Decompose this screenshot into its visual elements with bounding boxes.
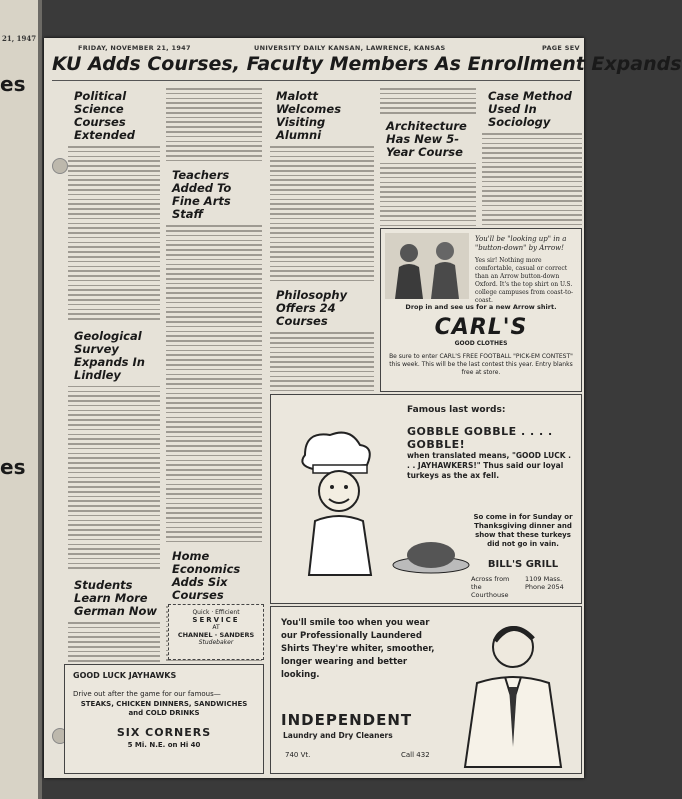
channel-ad-brand: Studebaker [198, 639, 234, 646]
bills-grill-lead: Famous last words: [407, 405, 506, 415]
channel-ad-service: SERVICE [192, 616, 240, 624]
ad-independent-laundry [270, 606, 582, 774]
column-2 [166, 88, 262, 648]
bills-grill-invitation: So come in for Sunday or Thanksgiving dinner and show that these turkeys did not go in vain. [473, 513, 573, 548]
six-corners-text: Drive out after the game for our famous— [73, 690, 221, 698]
bills-grill-name: BILL'S GRILL [487, 559, 559, 570]
channel-ad-at: AT [212, 624, 220, 631]
left-page-headline-fragment-2: es [0, 455, 26, 479]
headline-philosophy: Philosophy Offers 24 Courses [276, 288, 348, 329]
carls-logo-subtitle: GOOD CLOTHES [454, 340, 508, 347]
turkey-platter-illustration [391, 535, 471, 575]
arrow-ad-headline: You'll be "looking up" in a "button-down" by Arrow! [475, 235, 567, 252]
article-body [166, 88, 262, 161]
six-corners-name: SIX CORNERS [116, 726, 212, 739]
headline-sociology: Case Method Used In Sociology [488, 89, 572, 129]
bills-grill-text: when translated means, "GOOD LUCK . . . JAYHAWKERS!" Thus said our loyal turkeys as the ax fell. [407, 451, 571, 480]
headline-malott: Malott Welcomes Visiting Alumni [276, 89, 342, 142]
carls-contest-text: Be sure to enter CARL'S FREE FOOTBALL "PICK-EM CONTEST" this week. This will be the last contest this year. Entry blanks free at store. [389, 353, 573, 376]
headline-students-german: Students Learn More German Now [74, 578, 157, 618]
bills-grill-headline: GOBBLE GOBBLE . . . . GOBBLE! [407, 425, 553, 451]
ad-channel-sanders [168, 604, 264, 660]
article-body [68, 146, 160, 320]
column-1 [68, 88, 160, 728]
headline-home-economics: Home Economics Adds Six Courses [172, 549, 241, 603]
left-page-headline-fragment: es [0, 72, 26, 96]
arrow-shirt-men-illustration [385, 233, 469, 299]
headline-fine-arts: Teachers Added To Fine Arts Staff [172, 168, 232, 222]
ad-six-corners [64, 664, 264, 774]
folio-date: FRIDAY, NOVEMBER 21, 1947 [78, 44, 191, 52]
channel-ad-line1: Quick · Efficient [192, 609, 240, 616]
six-corners-address: 5 Mi. N.E. on Hi 40 [127, 741, 201, 749]
article-body [68, 386, 160, 569]
man-in-shirt-illustration [451, 617, 575, 767]
article-body [166, 225, 262, 542]
headline-architecture: Architecture Has New 5-Year Course [386, 118, 467, 159]
bills-grill-address-left: Across from the Courthouse [471, 575, 510, 599]
independent-ad-subtitle: Laundry and Dry Cleaners [283, 731, 393, 740]
chef-illustration [275, 425, 395, 575]
headline-political-science: Political Science Courses Extended [74, 89, 136, 142]
banner-headline: KU Adds Courses, Faculty Members As Enrollment Expands [52, 53, 682, 75]
channel-ad-name: CHANNEL · SANDERS [177, 631, 255, 639]
headline-geological-survey: Geological Survey Expands In Lindley [74, 328, 145, 382]
six-corners-menu: STEAKS, CHICKEN DINNERS, SANDWICHES and COLD DRINKS [80, 700, 248, 717]
article-body [380, 88, 476, 114]
banner-rule [52, 80, 580, 81]
carls-logo: CARL'S [434, 315, 528, 340]
independent-ad-name: INDEPENDENT [281, 711, 413, 729]
ad-bills-grill [270, 394, 582, 604]
independent-ad-text: You'll smile too when you wear our Professionally Laundered Shirts They're whiter, smoother, longer wearing and better looking. [281, 618, 435, 680]
column-3 [270, 88, 374, 388]
article-body [270, 146, 374, 281]
folio-paper-name: UNIVERSITY DAILY KANSAN, LAWRENCE, KANSAS [254, 44, 446, 52]
article-body [482, 133, 582, 225]
binder-hole [52, 158, 68, 174]
left-page-strip [0, 0, 42, 799]
bills-grill-address-right: 1109 Mass. Phone 2054 [525, 575, 564, 591]
left-page-date: 21, 1947 [2, 34, 37, 43]
independent-ad-phone: Call 432 [401, 751, 430, 759]
six-corners-title: GOOD LUCK JAYHAWKS [73, 671, 177, 680]
newspaper-page [44, 38, 682, 778]
independent-ad-address: 740 Vt. [285, 751, 311, 759]
ad-carls-arrow-shirt [380, 228, 582, 392]
folio-page-number: PAGE SEV [542, 44, 580, 52]
page-fold-edge [38, 0, 42, 799]
arrow-ad-body: Yes sir! Nothing more comfortable, casual or correct than an Arrow button-down Oxford. It's the top shirt on U.S. college campuses from coast-to-coast. [475, 257, 574, 304]
arrow-ad-call-to-action: Drop in and see us for a new Arrow shirt. [405, 303, 557, 311]
